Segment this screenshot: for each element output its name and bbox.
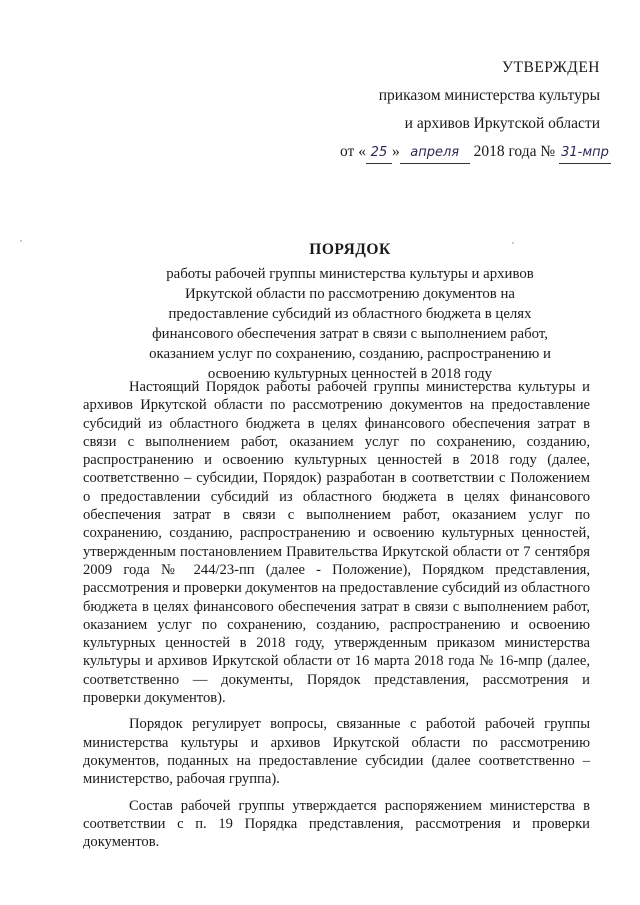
approval-date-line	[340, 142, 609, 164]
document-body	[83, 378, 590, 859]
body-paragraph: Состав рабочей группы утверждается распоряжением министерства в соответствии с п. 19 Порядка представления, рассмотрения и проверки документов.	[83, 797, 590, 851]
date-prefix: от «	[340, 143, 366, 160]
date-day-handwritten: 25	[366, 143, 392, 164]
body-paragraph: Настоящий Порядок работы рабочей группы министерства культуры и архивов Иркутской области по рассмотрению документов на предоставление субсидий из областного бюджета в целях финансового обеспечения затрат в связи с выполнением работ, оказанием услуг по сохранению, созданию, распространению и освоению культурных ценностей в 2018 году (далее, соответственно – субсидии, Порядок) разработан в соответствии с Положением о предоставлении субсидий из областного бюджета в целях финансового обеспечения затрат в связи с выполнением работ, оказанием услуг по сохранению, созданию, распространению и освоению культурных ценностей, утвержденным постановлением Правительства Иркутской области от 7 сентября 2009 года № 244/23-пп (далее - Положение), Порядком представления, рассмотрения и проверки документов на предоставление субсидий из областного бюджета в целях финансового обеспечения затрат в связи с выполнением работ, оказанием услуг по сохранению, созданию, распространению и освоению культурных ценностей в 2018 году, утвержденным приказом министерства культуры и архивов Иркутской области от 16 марта 2018 года № 16-мпр (далее, соответственно — документы, Порядок представления, рассмотрения и проверки документов).	[83, 379, 590, 707]
scan-speck	[20, 240, 22, 242]
approval-line-1: приказом министерства культуры	[378, 87, 600, 104]
date-day-close: »	[391, 143, 400, 160]
document-heading	[135, 240, 565, 384]
approval-title: УТВЕРЖДЕН	[502, 59, 600, 76]
approval-line-2: и архивов Иркутской области	[404, 115, 600, 132]
body-paragraph: Порядок регулирует вопросы, связанные с работой рабочей группы министерства культуры и архивов Иркутской области по рассмотрению документов, поданных на предоставление субсидии (далее соответственно – министерство, рабочая группа).	[83, 716, 590, 788]
document-subtitle: работы рабочей группы министерства культуры и архивов Иркутской области по рассмотрению документов на предоставление субсидий из областного бюджета в целях финансового обеспечения затрат в связи с выполнением работ, оказанием услуг по сохранению, созданию, распространению и освоению культурных ценностей в 2018 году	[149, 266, 551, 382]
approval-block	[340, 58, 609, 172]
date-month-handwritten: апреля	[400, 143, 470, 164]
document-title: ПОРЯДОК	[309, 241, 391, 258]
order-number-handwritten: 31-мпр	[559, 143, 611, 164]
date-year: 2018 года №	[473, 143, 556, 160]
